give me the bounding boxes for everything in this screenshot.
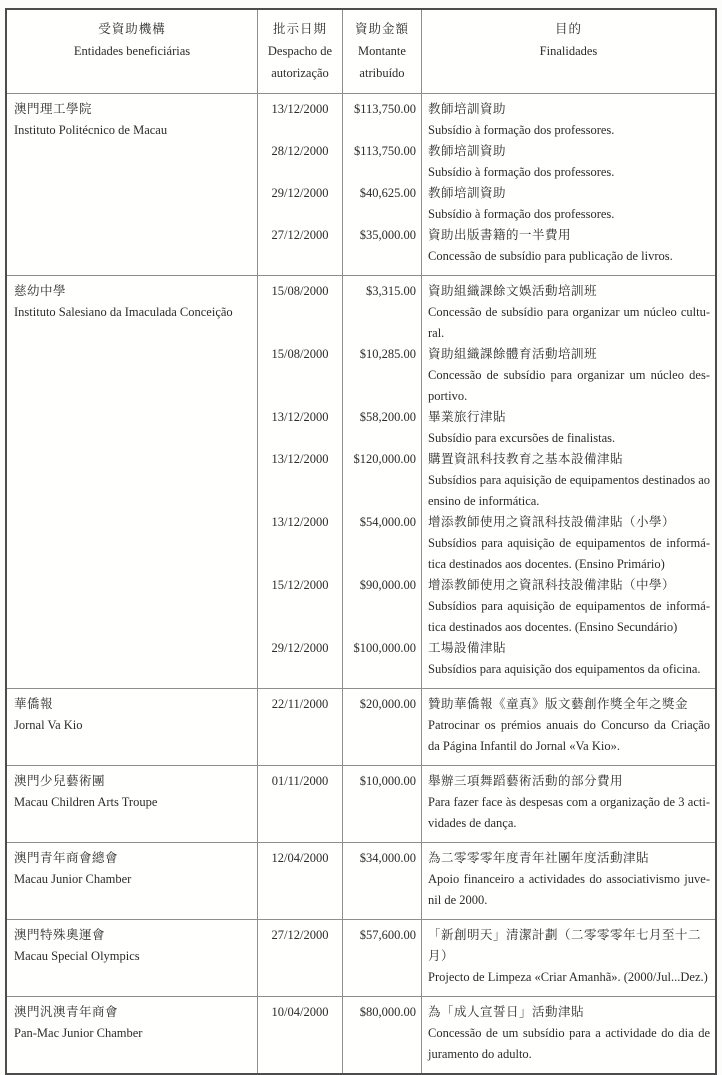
entry-purpose	[422, 449, 715, 512]
purpose-zh: 為「成人宣誓日」活動津貼	[428, 1005, 585, 1019]
entry-amount: $57,600.00	[343, 920, 422, 996]
entry-amount: $10,000.00	[343, 766, 422, 842]
entry-purpose	[422, 407, 715, 449]
entry-amount: $3,315.00	[343, 276, 422, 344]
entry-date: 29/12/2000	[258, 183, 343, 225]
entry-purpose	[422, 344, 715, 407]
header-entity-zh: 受資助機構	[98, 22, 166, 36]
header-purpose	[422, 10, 715, 93]
entry-date: 13/12/2000	[258, 94, 343, 141]
entity-cell	[7, 997, 258, 1073]
entity-name-zh: 澳門理工學院	[14, 102, 93, 116]
entry-purpose	[422, 766, 715, 842]
entity-row	[7, 996, 715, 1073]
entity-name-pt: Macau Junior Chamber	[14, 872, 132, 886]
entry-amount: $80,000.00	[343, 997, 422, 1073]
entity-row	[7, 688, 715, 765]
entity-name-pt: Pan-Mac Junior Chamber	[14, 1026, 143, 1040]
entity-name-zh: 慈幼中學	[14, 284, 67, 298]
purpose-zh: 購置資訊科技教育之基本設備津貼	[428, 452, 624, 466]
entity-row	[7, 275, 715, 688]
entity-cell	[7, 766, 258, 842]
entry-purpose	[422, 843, 715, 919]
purpose-zh: 增添教師使用之資訊科技設備津貼（小學）	[428, 515, 676, 529]
header-amount-zh: 資助金額	[354, 22, 409, 36]
entity-row	[7, 93, 715, 275]
entry-date: 01/11/2000	[258, 766, 343, 842]
entry-date: 15/08/2000	[258, 276, 343, 344]
entry-amount: $100,000.00	[343, 638, 422, 688]
entity-row	[7, 765, 715, 842]
purpose-pt: Subsídio à formação dos professores.	[428, 207, 615, 221]
purpose-zh: 教師培訓資助	[428, 144, 507, 158]
entry-amount: $54,000.00	[343, 512, 422, 575]
entry-amount: $58,200.00	[343, 407, 422, 449]
entity-name-zh: 澳門特殊奧運會	[14, 928, 106, 942]
purpose-zh: 教師培訓資助	[428, 102, 507, 116]
purpose-pt: Concessão de subsídio para organizar um núcleo desportivo.	[428, 368, 710, 403]
entry-purpose	[422, 689, 715, 765]
purpose-zh: 資助組織課餘體育活動培訓班	[428, 347, 598, 361]
purpose-pt: Subsídios para aquisição de equipamentos destinados ao ensino de informática.	[428, 473, 710, 508]
purpose-pt: Subsídio para excursões de finalistas.	[428, 431, 616, 445]
entity-row	[7, 842, 715, 919]
entry-amount: $90,000.00	[343, 575, 422, 638]
entry-purpose	[422, 141, 715, 183]
table-header	[7, 10, 715, 93]
purpose-zh: 舉辦三項舞蹈藝術活動的部分費用	[428, 774, 624, 788]
purpose-pt: Concessão de um subsídio para a actividade do dia de juramento do adulto.	[428, 1026, 710, 1061]
purpose-zh: 贊助華僑報《童真》版文藝創作獎全年之獎金	[428, 697, 689, 711]
entry-purpose	[422, 183, 715, 225]
entry-date: 28/12/2000	[258, 141, 343, 183]
purpose-zh: 工場設備津貼	[428, 641, 507, 655]
header-purpose-zh: 目的	[554, 22, 582, 36]
entry-date: 22/11/2000	[258, 689, 343, 765]
entry-amount: $34,000.00	[343, 843, 422, 919]
entity-cell	[7, 276, 258, 688]
purpose-zh: 增添教師使用之資訊科技設備津貼（中學）	[428, 578, 676, 592]
entry-date: 15/08/2000	[258, 344, 343, 407]
purpose-pt: Para fazer face às despesas com a organização de 3 actividades de dança.	[428, 795, 710, 830]
entry-date: 13/12/2000	[258, 407, 343, 449]
header-date-zh: 批示日期	[272, 22, 327, 36]
purpose-pt: Subsídio à formação dos professores.	[428, 123, 615, 137]
purpose-zh: 畢業旅行津貼	[428, 410, 507, 424]
purpose-zh: 資助出版書籍的一半費用	[428, 228, 572, 242]
entity-cell	[7, 920, 258, 996]
purpose-pt: Patrocinar os prémios anuais do Concurso da Criação da Página Infantil do Jornal «Va Kio».	[428, 718, 710, 753]
table-body	[7, 93, 715, 1073]
entry-date: 27/12/2000	[258, 920, 343, 996]
purpose-pt: Projecto de Limpeza «Criar Amanhã». (2000/Jul...Dez.)	[428, 970, 708, 984]
entry-amount: $20,000.00	[343, 689, 422, 765]
entry-date: 27/12/2000	[258, 225, 343, 275]
purpose-pt: Subsídio à formação dos professores.	[428, 165, 615, 179]
entity-cell	[7, 94, 258, 275]
header-purpose-pt: Finalidades	[539, 44, 598, 58]
entry-amount: $35,000.00	[343, 225, 422, 275]
purpose-zh: 為二零零零年度青年社團年度活動津貼	[428, 851, 650, 865]
header-date	[258, 10, 343, 93]
header-date-pt: Despacho de autorização	[267, 44, 333, 80]
header-entity	[7, 10, 258, 93]
entry-purpose	[422, 920, 715, 996]
header-entity-pt: Entidades beneficiárias	[73, 44, 191, 58]
entity-name-pt: Instituto Salesiano da Imaculada Conceição	[14, 305, 233, 319]
entry-purpose	[422, 997, 715, 1073]
entity-cell	[7, 689, 258, 765]
entry-amount: $120,000.00	[343, 449, 422, 512]
entry-purpose	[422, 276, 715, 344]
purpose-pt: Subsídios para aquisição dos equipamentos da oficina.	[428, 662, 701, 676]
header-amount	[343, 10, 422, 93]
subsidy-table	[5, 8, 717, 1075]
entity-name-zh: 澳門青年商會總會	[14, 851, 119, 865]
purpose-pt: Subsídios para aquisição de equipamentos de informática destinados aos docentes. (Ensino Secundário)	[428, 599, 710, 634]
purpose-zh: 教師培訓資助	[428, 186, 507, 200]
entry-amount: $40,625.00	[343, 183, 422, 225]
entry-date: 12/04/2000	[258, 843, 343, 919]
entry-date: 29/12/2000	[258, 638, 343, 688]
entry-amount: $113,750.00	[343, 141, 422, 183]
entity-name-zh: 澳門少兒藝術團	[14, 774, 106, 788]
entity-name-zh: 澳門汎澳青年商會	[14, 1005, 119, 1019]
entity-name-pt: Instituto Politécnico de Macau	[14, 123, 168, 137]
entity-name-pt: Macau Children Arts Troupe	[14, 795, 158, 809]
entry-date: 13/12/2000	[258, 449, 343, 512]
entry-purpose	[422, 575, 715, 638]
entry-purpose	[422, 638, 715, 688]
header-amount-pt: Montante atribuído	[358, 44, 406, 80]
purpose-pt: Subsídios para aquisição de equipamentos de informática destinados aos docentes. (Ensino Primário)	[428, 536, 710, 571]
entry-date: 15/12/2000	[258, 575, 343, 638]
entity-name-zh: 華僑報	[14, 697, 54, 711]
purpose-zh: 資助組織課餘文娛活動培訓班	[428, 284, 598, 298]
purpose-pt: Concessão de subsídio para organizar um núcleo cultural.	[428, 305, 710, 340]
entry-amount: $113,750.00	[343, 94, 422, 141]
entry-date: 13/12/2000	[258, 512, 343, 575]
purpose-pt: Apoio financeiro a actividades do associativismo juvenil de 2000.	[428, 872, 710, 907]
entry-date: 10/04/2000	[258, 997, 343, 1073]
entry-amount: $10,285.00	[343, 344, 422, 407]
entry-purpose	[422, 512, 715, 575]
purpose-zh: 「新創明天」清潔計劃（二零零零年七月至十二月）	[428, 928, 702, 963]
purpose-pt: Concessão de subsídio para publicação de livros.	[428, 249, 673, 263]
entity-cell	[7, 843, 258, 919]
entity-name-pt: Macau Special Olympics	[14, 949, 140, 963]
entity-row	[7, 919, 715, 996]
entry-purpose	[422, 225, 715, 275]
entity-name-pt: Jornal Va Kio	[14, 718, 83, 732]
entry-purpose	[422, 94, 715, 141]
